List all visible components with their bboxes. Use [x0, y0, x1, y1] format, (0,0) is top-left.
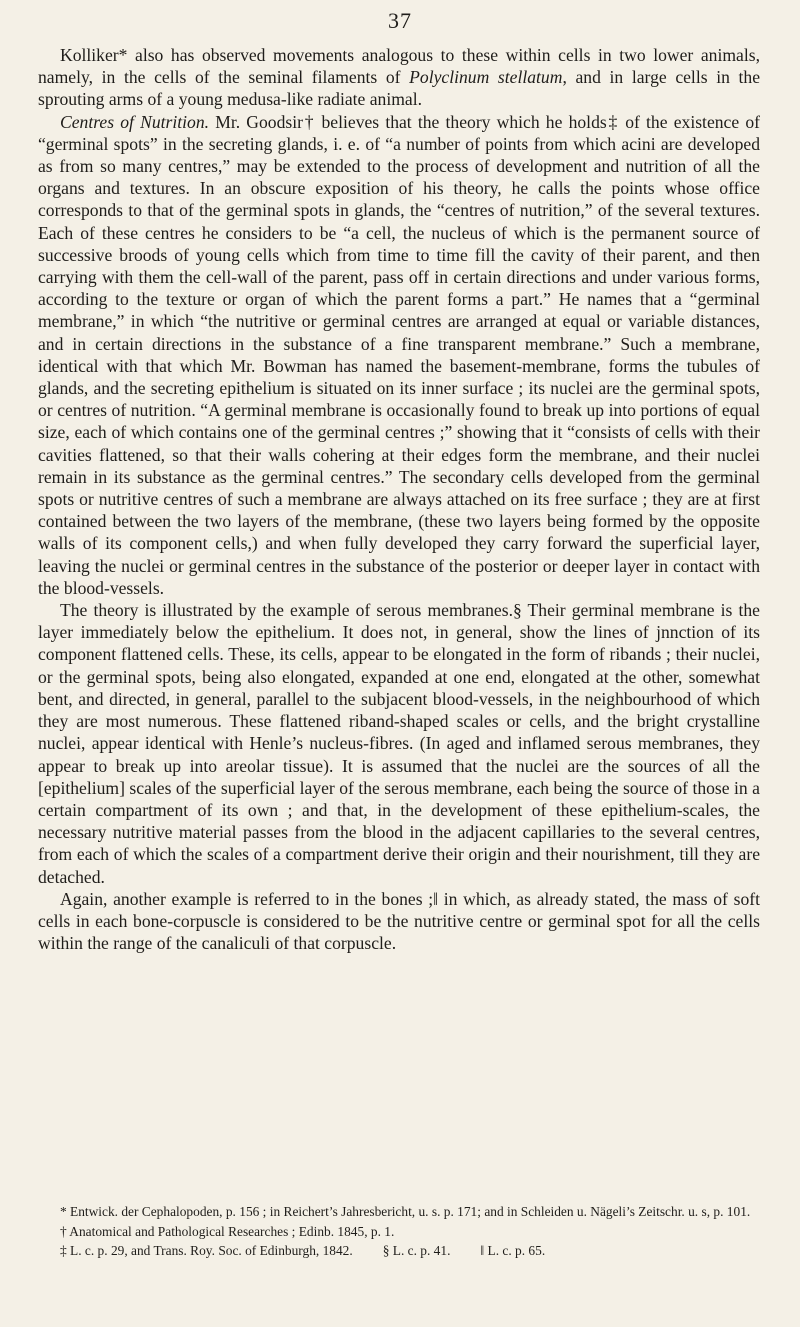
paragraph-serous-membranes: The theory is illustrated by the example of serous membranes.§ Their germinal membrane is the layer immediately below the epithelium. It does not, in general, show the lines of jnnction of its component flattened cells. These, its cells, appear to be elongated in the form of ribands ; their nuclei, or the germinal spots, being also elongated, expanded at one end, elongated at the other, somewhat bent, and directed, in general, parallel to the subjacent blood-vessels, in the neighbourhood of which they are most numerous. These flattened riband-shaped scales or cells, and the bright crystalline nuclei, appear identical with Henle’s nucleus-fibres. (In aged and inflamed serous membranes, they appear to break up into areolar tissue). It is assumed that the nuclei are the sources of all the [epithelium] scales of the superficial layer of the serous membrane, each being the source of those in a certain compartment of its own ; and that, in the development of these epithelium-scales, the necessary nutritive material passes from the blood in the adjacent capillaries to the several centres, from each of which the scales of a compartment derive their origin and their nourishment, till they are detached.	[38, 600, 760, 887]
footnotes	[38, 1202, 760, 1261]
footnote: † Anatomical and Pathological Researches ; Edinb. 1845, p. 1.	[60, 1223, 395, 1239]
footnote-last-line: ‡ L. c. p. 29, and Trans. Roy. Soc. of Edinburgh, 1842. § L. c. p. 41. ‖ L. c. p. 65.	[60, 1243, 546, 1258]
paragraph-centres-of-nutrition: Centres of Nutrition. Mr. Goodsir† believes that the theory which he holds‡ of the existence of “germinal spots” in the secreting glands, i. e. of “a number of points from which acini are developed as from so many centres,” may be extended to the process of development and nutrition of all the organs and textures. In an obscure exposition of his theory, he calls the points whose office corresponds to that of the germinal spots in glands, the “centres of nutrition,” of the several textures. Each of these centres he considers to be “a cell, the nucleus of which is the permanent source of successive broods of young cells which from time to time fill the cavity of their parent, and then carrying with them the cell-wall of the parent, pass off in certain directions and under various forms, according to the texture or organ of which the parent forms a part.” He names that a “germinal membrane,” in which “the nutritive or germinal centres are arranged at equal or variable distances, and in certain directions in the substance of a fine transparent membrane.” Such a membrane, identical with that which Mr. Bowman has named the basement-membrane, forms the tubules of glands, and the secreting epithelium is situated on its inner surface ; its nuclei are the germinal spots, or centres of nutrition. “A germinal membrane is occasionally found to break up into portions of equal size, each of which contains one of the germinal centres ;” showing that it “consists of cells with their cavities flattened, so that their walls cohering at their edges form the membrane, and their nuclei remain in its substance as the germinal centres.” The secondary cells developed from the germinal spots or nutritive centres of such a membrane are always attached on its free surface ; they are at first contained between the two layers of the membrane, (these two layers being formed by the opposite walls of its component cells,) and when fully developed they carry forward the superficial layer, leaving the nuclei or germinal centres in the substance of the posterior or deeper layer in contact with the blood-vessels.	[38, 111, 760, 598]
paragraph-bones: Again, another example is referred to in the bones ;‖ in which, as already stated, the mass of soft cells in each bone-corpuscle is considered to be the nutritive centre or germinal spot for all the cells within the range of the canaliculi of that corpuscle.	[38, 888, 760, 954]
body-text	[38, 44, 760, 954]
paragraph-kolliker: Kolliker* also has observed movements analogous to these within cells in two lower animals, namely, in the cells of the seminal filaments of Polyclinum stellatum, and in large cells in the sprouting arms of a young medusa-like radiate animal.	[38, 45, 761, 110]
species-name: Polyclinum stellatum	[409, 67, 563, 88]
page-number: 37	[388, 8, 412, 33]
footnote: * Entwick. der Cephalopoden, p. 156 ; in Reichert’s Jahresbericht, u. s. p. 171; and in Schleiden u. Nägeli’s Zeitschr. u. s, p. 101.	[60, 1204, 751, 1219]
section-heading: Centres of Nutrition.	[60, 111, 210, 132]
